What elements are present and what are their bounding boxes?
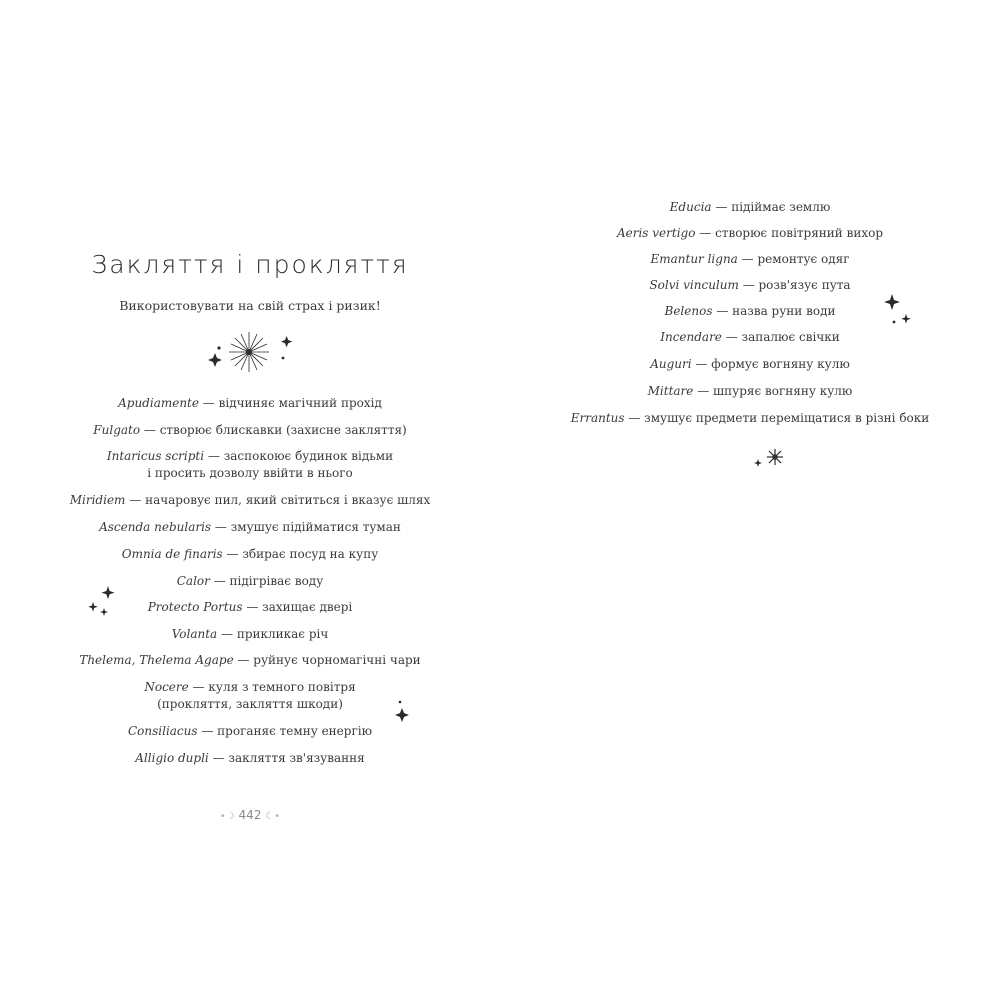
spell-desc: — начаровує пил, який світиться і вказує шлях — [125, 493, 431, 507]
star-icon — [392, 698, 414, 724]
spell-term: Solvi vinculum — [649, 278, 739, 292]
spell-term: Miridiem — [69, 493, 126, 507]
spell-desc: — формує вогняну кулю — [691, 357, 850, 371]
spell-entry — [0, 750, 500, 767]
starburst-icon — [753, 445, 787, 469]
spell-entry — [0, 599, 500, 616]
starburst-icon — [205, 328, 295, 376]
spell-entry — [500, 277, 1000, 294]
spell-term: Nocere — [144, 680, 189, 694]
spell-term: Belenos — [664, 304, 713, 318]
spell-entry — [0, 448, 500, 482]
spell-entry — [0, 573, 500, 590]
spell-desc: — створює повітряний вихор — [695, 226, 884, 240]
spell-term: Apudiamente — [118, 396, 199, 410]
spell-entry — [0, 395, 500, 412]
spell-desc: — змушує підійматися туман — [211, 520, 401, 534]
spell-entry — [0, 422, 500, 439]
spell-term: Emantur ligna — [650, 252, 738, 266]
spell-entry — [500, 329, 1000, 346]
spell-entry — [500, 303, 1000, 320]
spell-term: Alligio dupli — [135, 751, 209, 765]
spell-term: Omnia de finaris — [121, 547, 223, 561]
spell-term: Errantus — [570, 411, 625, 425]
spell-desc: — ремонтує одяг — [737, 252, 850, 266]
spell-term: Fulgato — [93, 423, 141, 437]
spell-term: Ascenda nebularis — [99, 520, 212, 534]
spell-entry — [500, 356, 1000, 373]
spell-term: Intaricus scripti — [106, 449, 205, 463]
spell-desc: — заспокоює будинок відьми — [204, 449, 394, 463]
spell-desc: — змушує предмети переміщатися в різні боки — [624, 411, 930, 425]
spell-desc: — куля з темного повітря — [188, 680, 356, 694]
spell-term: Aeris vertigo — [616, 226, 696, 240]
page-number-text: 442 — [238, 808, 262, 822]
spell-entry — [0, 723, 500, 740]
page-title: Закляття і прокляття — [91, 250, 409, 279]
spell-term: Volanta — [171, 627, 218, 641]
spell-desc: — підіймає землю — [711, 200, 831, 214]
page-number — [0, 808, 500, 822]
spell-term: Consiliacus — [127, 724, 198, 738]
spell-desc: — закляття зв'язування — [208, 751, 365, 765]
spell-entry — [500, 383, 1000, 400]
spell-term: Incendare — [660, 330, 722, 344]
spell-entry — [500, 225, 1000, 242]
spell-term: Thelema, Thelema Agape — [79, 653, 234, 667]
spell-desc: — шпуряє вогняну кулю — [693, 384, 853, 398]
spell-desc-continuation: (прокляття, закляття шкоди) — [157, 697, 343, 711]
spell-term: Mittare — [647, 384, 694, 398]
spell-entry — [0, 652, 500, 669]
spell-entry — [0, 492, 500, 509]
spell-entry — [0, 626, 500, 643]
spell-desc: — збирає посуд на купу — [222, 547, 379, 561]
moon-decoration-icon: •☽ — [219, 811, 235, 822]
sparkle-icon — [86, 584, 120, 618]
sparkle-icon — [882, 292, 916, 330]
spell-term: Protecto Portus — [147, 600, 243, 614]
spell-desc: — відчиняє магічний прохід — [198, 396, 382, 410]
spell-term: Auguri — [650, 357, 692, 371]
spell-desc-continuation: і просить дозволу ввійти в нього — [147, 466, 353, 480]
spell-entry — [500, 410, 1000, 427]
page-subtitle: Використовувати на свій страх і ризик! — [119, 298, 381, 313]
spell-entry — [500, 251, 1000, 268]
spell-desc: — створює блискавки (захисне закляття) — [140, 423, 407, 437]
spell-desc: — запалює свічки — [721, 330, 840, 344]
spell-entry — [0, 546, 500, 563]
moon-decoration-icon: ☾• — [265, 811, 281, 822]
spell-term: Calor — [176, 574, 210, 588]
spell-entry — [0, 679, 500, 713]
spell-desc: — підігріває воду — [209, 574, 324, 588]
spell-term: Educia — [669, 200, 712, 214]
spell-entry — [0, 519, 500, 536]
spell-desc: — захищає двері — [242, 600, 353, 614]
spell-desc: — прикликає річ — [217, 627, 329, 641]
spell-desc: — руйнує чорномагічні чари — [233, 653, 421, 667]
spell-desc: — розв'язує пута — [738, 278, 851, 292]
spell-desc: — проганяє темну енергію — [197, 724, 373, 738]
right-page — [500, 0, 1000, 1000]
spell-entry — [500, 199, 1000, 216]
spell-desc: — назва руни води — [712, 304, 836, 318]
